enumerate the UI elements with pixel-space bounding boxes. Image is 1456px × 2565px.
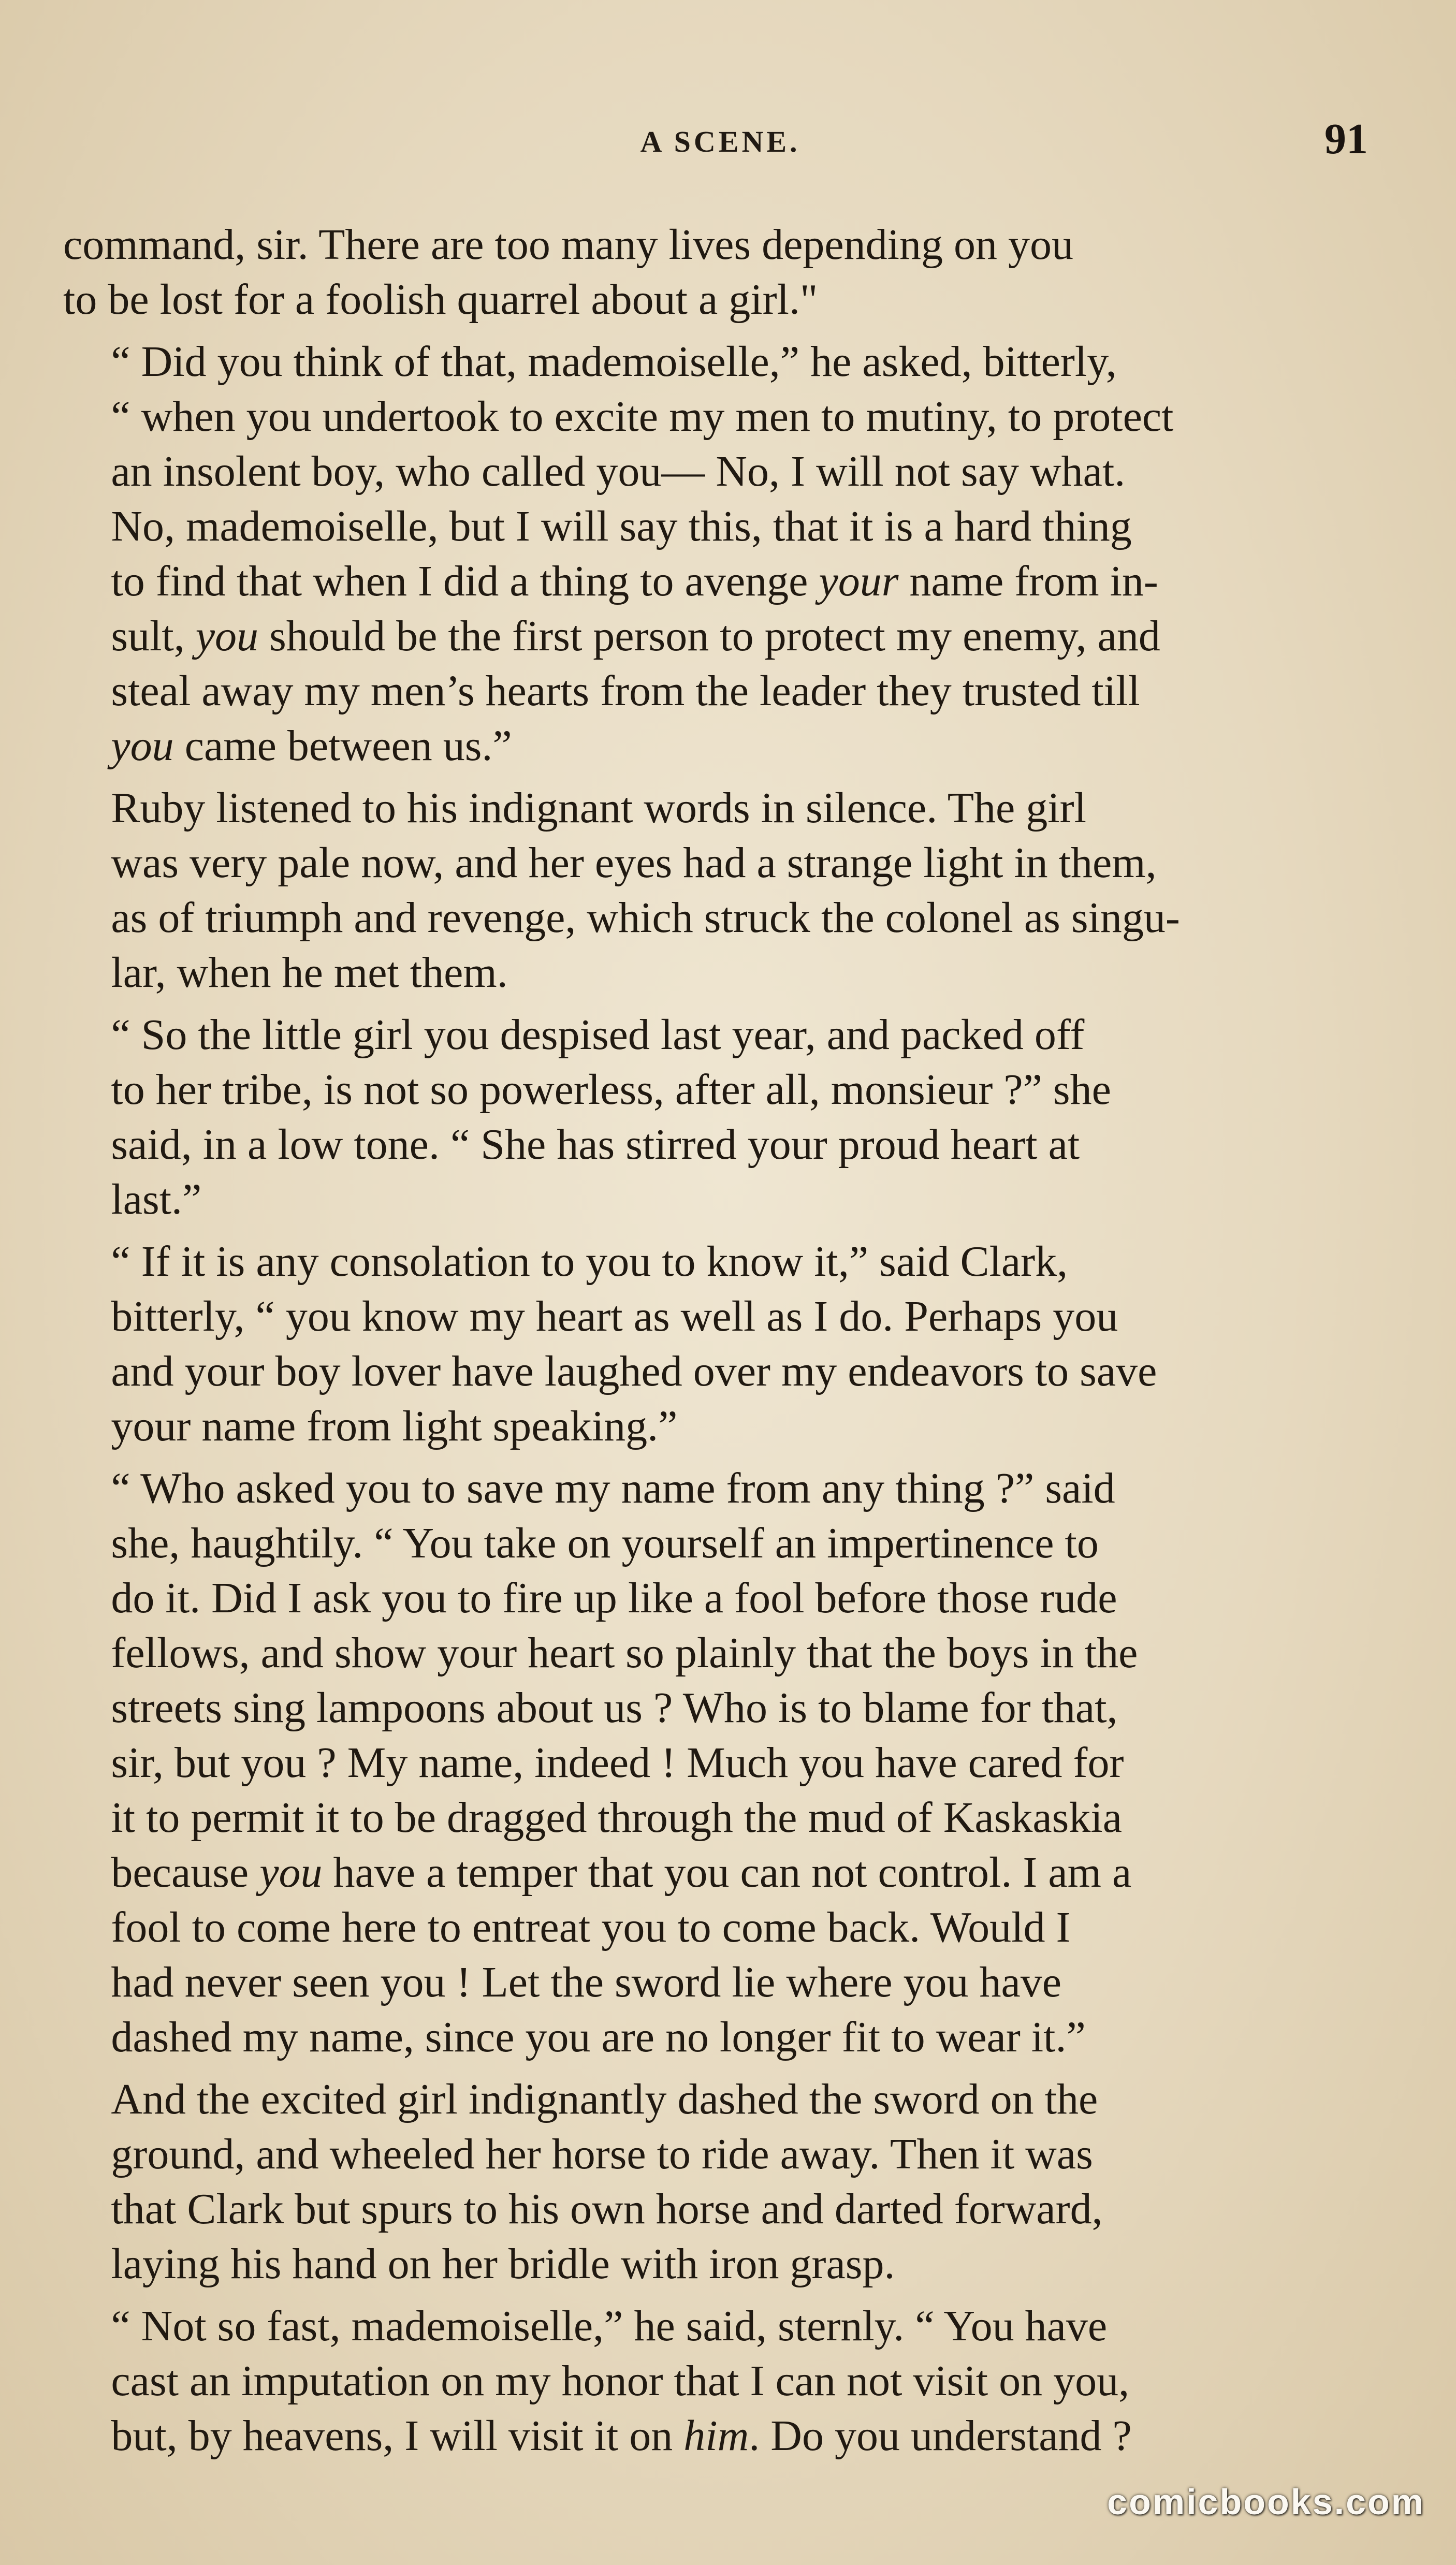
text-line (63, 2237, 1367, 2292)
text-line (63, 2127, 1367, 2182)
text-run: fool to come here to entreat you to come back. Would I (111, 1903, 1071, 1951)
text-line (63, 2409, 1367, 2464)
text-run: and your boy lover have laughed over my endeavors to save (111, 1347, 1157, 1395)
text-line (63, 1234, 1367, 1289)
text-run: as of triumph and revenge, which struck the colonel as singu- (111, 894, 1180, 942)
text-run: ground, and wheeled her horse to ride away. Then it was (111, 2130, 1093, 2178)
paragraph (63, 217, 1367, 327)
text-run: she, haughtily. “ You take on yourself an impertinence to (111, 1519, 1099, 1567)
text-run: do it. Did I ask you to fire up like a fool before those rude (111, 1574, 1117, 1622)
watermark-logo: comicbooks.com (1107, 2482, 1425, 2522)
italic-text: you (111, 722, 174, 770)
text-run: said, in a low tone. “ She has stirred your proud heart at (111, 1120, 1080, 1169)
text-run: had never seen you ! Let the sword lie where you have (111, 1958, 1062, 2006)
page-number: 91 (1324, 115, 1368, 163)
text-line (63, 664, 1367, 719)
text-run: laying his hand on her bridle with iron grasp. (111, 2240, 895, 2288)
text-run: lar, when he met them. (111, 949, 508, 997)
text-run: cast an imputation on my honor that I can not visit on you, (111, 2357, 1130, 2405)
text-line (63, 272, 1367, 327)
text-line (63, 1571, 1367, 1626)
text-line (63, 836, 1367, 891)
paragraph (63, 1234, 1367, 1454)
paragraph (63, 781, 1367, 1000)
text-run: that Clark but spurs to his own horse and darted forward, (111, 2185, 1103, 2233)
text-line (63, 1344, 1367, 1399)
text-run: last.” (111, 1175, 202, 1223)
text-run: “ So the little girl you despised last year, and packed off (111, 1011, 1085, 1059)
italic-text: him (683, 2412, 749, 2460)
text-run: streets sing lampoons about us ? Who is to blame for that, (111, 1684, 1118, 1732)
text-line (63, 2299, 1367, 2354)
paragraph (63, 1008, 1367, 1227)
text-run: your name from light speaking.” (111, 1402, 678, 1450)
text-line (63, 1681, 1367, 1736)
text-line (63, 2010, 1367, 2065)
italic-text: your (819, 557, 899, 605)
text-line (63, 1955, 1367, 2010)
text-run: Ruby listened to his indignant words in silence. The girl (111, 784, 1086, 832)
text-line (63, 945, 1367, 1000)
paragraph (63, 1461, 1367, 2065)
text-run: fellows, and show your heart so plainly that the boys in the (111, 1629, 1138, 1677)
text-run: to find that when I did a thing to avenge (111, 557, 819, 605)
text-line (63, 1399, 1367, 1454)
text-run: came between us.” (173, 722, 512, 770)
running-head: A SCENE. (640, 125, 800, 158)
paragraph (63, 2299, 1367, 2464)
text-line (63, 1790, 1367, 1845)
text-run: an insolent boy, who called you— No, I will not say what. (111, 447, 1126, 495)
text-run: “ Who asked you to save my name from any thing ?” said (111, 1464, 1115, 1512)
text-run: “ when you undertook to excite my men to mutiny, to protect (111, 392, 1174, 441)
text-line (63, 1117, 1367, 1172)
text-run: “ If it is any consolation to you to know it,” said Clark, (111, 1237, 1068, 1286)
italic-text: you (259, 1848, 323, 1897)
text-line (63, 217, 1367, 272)
text-line (63, 719, 1367, 774)
text-line (63, 891, 1367, 945)
paragraph (63, 334, 1367, 774)
text-line (63, 1845, 1367, 1900)
text-run: steal away my men’s hearts from the leader they trusted till (111, 667, 1140, 715)
text-line (63, 2072, 1367, 2127)
text-line (63, 1172, 1367, 1227)
text-run: it to permit it to be dragged through the mud of Kaskaskia (111, 1794, 1122, 1842)
text-line (63, 781, 1367, 836)
text-line (63, 2182, 1367, 2237)
text-line (63, 1062, 1367, 1117)
text-run: No, mademoiselle, but I will say this, that it is a hard thing (111, 502, 1132, 550)
text-run: should be the first person to protect my enemy, and (258, 612, 1160, 660)
text-run: sult, (111, 612, 196, 660)
text-line (63, 1008, 1367, 1062)
text-line (63, 389, 1367, 444)
text-run: . Do you understand ? (749, 2412, 1132, 2460)
text-line (63, 554, 1367, 609)
text-run: sir, but you ? My name, indeed ! Much you have cared for (111, 1739, 1124, 1787)
text-line (63, 334, 1367, 389)
text-line (63, 2354, 1367, 2409)
body-text (63, 217, 1367, 2471)
text-line (63, 609, 1367, 664)
text-run: name from in- (898, 557, 1158, 605)
text-run: to be lost for a foolish quarrel about a girl." (63, 275, 818, 324)
text-run: because (111, 1848, 260, 1897)
paragraph (63, 2072, 1367, 2292)
text-run: “ Not so fast, mademoiselle,” he said, sternly. “ You have (111, 2302, 1108, 2350)
text-run: to her tribe, is not so powerless, after all, monsieur ?” she (111, 1066, 1111, 1114)
text-line (63, 1289, 1367, 1344)
text-line (63, 1736, 1367, 1790)
text-run: but, by heavens, I will visit it on (111, 2412, 684, 2460)
text-line (63, 1461, 1367, 1516)
text-run: “ Did you think of that, mademoiselle,” he asked, bitterly, (111, 338, 1117, 386)
text-run: have a temper that you can not control. I am a (322, 1848, 1132, 1897)
text-line (63, 444, 1367, 499)
text-line (63, 499, 1367, 554)
text-line (63, 1626, 1367, 1681)
italic-text: you (195, 612, 259, 660)
page-header (62, 114, 1378, 176)
text-run: bitterly, “ you know my heart as well as I do. Perhaps you (111, 1292, 1118, 1340)
text-run: dashed my name, since you are no longer fit to wear it.” (111, 2013, 1086, 2061)
text-line (63, 1516, 1367, 1571)
text-run: command, sir. There are too many lives depending on you (63, 221, 1073, 269)
text-run: And the excited girl indignantly dashed the sword on the (111, 2075, 1098, 2123)
text-run: was very pale now, and her eyes had a strange light in them, (111, 839, 1157, 887)
text-line (63, 1900, 1367, 1955)
